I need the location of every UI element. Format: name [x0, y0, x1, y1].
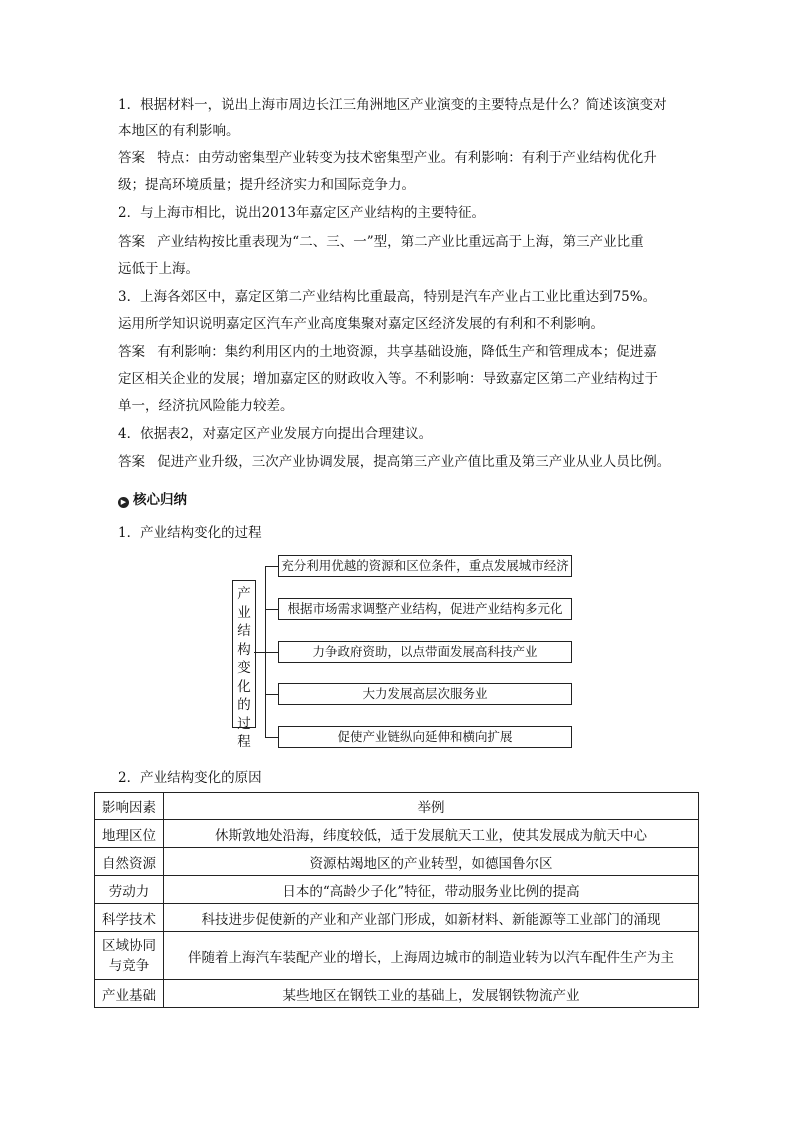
table-row — [95, 876, 699, 904]
question-4-line-1: 4．依据表2，对嘉定区产业发展方向提出合理建议。 — [118, 426, 433, 442]
section-heading — [118, 488, 187, 508]
table-row — [95, 820, 699, 848]
table-cell-example: 休斯敦地处沿海，纬度较低，适于发展航天工业，使其发展成为航天中心 — [164, 820, 699, 848]
diagram-branch — [265, 652, 278, 653]
causes-table — [94, 792, 699, 1008]
answer-label: 答案 — [118, 454, 145, 470]
question-3-line-2: 运用所学知识说明嘉定区汽车产业高度集聚对嘉定区经济发展的有利和不利影响。 — [118, 316, 604, 332]
table-header-row — [95, 793, 699, 820]
question-1-line-1: 1．根据材料一，说出上海市周边长江三角洲地区产业演变的主要特点是什么？简述该演变对 — [118, 97, 667, 113]
diagram-vertical-label — [233, 585, 255, 752]
answer-2-text: 产业结构按比重表现为“二、三、一”型，第二产业比重远高于上海，第三产业比重 — [157, 234, 644, 250]
diagram-branch — [265, 566, 278, 567]
answer-4-line-1 — [118, 449, 688, 475]
answer-label: 答案 — [118, 150, 145, 166]
table-row — [95, 980, 699, 1008]
diagram-vertical-char: 产 — [237, 586, 251, 602]
answer-2-line-2: 远低于上海。 — [118, 261, 199, 277]
diagram-branch — [265, 737, 278, 738]
answer-1-line-2: 级；提高环境质量；提升经济实力和国际竞争力。 — [118, 177, 415, 193]
section-title: 核心归纳 — [133, 492, 187, 508]
diagram-vertical-char: 过 — [237, 715, 251, 732]
diagram-vertical-char: 程 — [237, 734, 251, 750]
diagram-vertical-char: 变 — [237, 660, 251, 676]
answer-3-line-1 — [118, 339, 688, 365]
diagram-vertical-char: 的 — [237, 697, 251, 713]
answer-3-line-2: 定区相关企业的发展；增加嘉定区的财政收入等。不利影响：导致嘉定区第二产业结构过于 — [118, 371, 658, 387]
table-row — [95, 848, 699, 876]
play-marker-icon: ▶ — [118, 497, 129, 508]
table-cell-factor: 产业基础 — [95, 980, 164, 1008]
answer-1-line-1 — [118, 145, 688, 171]
table-row — [95, 904, 699, 932]
table-cell-example: 某些地区在钢铁工业的基础上，发展钢铁物流产业 — [164, 980, 699, 1008]
subsection-1-title: 1．产业结构变化的过程 — [118, 525, 262, 541]
diagram-vertical-char: 结 — [237, 623, 251, 639]
question-1-line-2: 本地区的有利影响。 — [118, 123, 240, 139]
subsection-2-title: 2．产业结构变化的原因 — [118, 770, 262, 786]
table-row — [95, 932, 699, 980]
table-cell-factor — [95, 932, 164, 980]
table-header-example: 举例 — [164, 793, 699, 820]
question-3-line-1: 3．上海各郊区中，嘉定区第二产业结构比重最高，特别是汽车产业占工业比重达到75%。 — [118, 289, 657, 305]
answer-2-line-1 — [118, 229, 688, 255]
table-cell-factor: 地理区位 — [95, 820, 164, 848]
diagram-item-2: 根据市场需求调整产业结构，促进产业结构多元化 — [278, 598, 572, 620]
question-2-line-1: 2．与上海市相比，说出2013年嘉定区产业结构的主要特征。 — [118, 205, 485, 221]
table-cell-example: 科技进步促使新的产业和产业部门形成，如新材料、新能源等工业部门的涌现 — [164, 904, 699, 932]
diagram-branch — [265, 694, 278, 695]
table-cell-factor-line-2: 与竞争 — [108, 957, 150, 974]
table-cell-example: 日本的“高龄少子化”特征，带动服务业比例的提高 — [164, 876, 699, 904]
diagram-vertical-label-box — [232, 580, 256, 750]
diagram-vertical-char: 业 — [237, 604, 251, 621]
diagram-branch — [265, 609, 278, 610]
answer-1-text: 特点：由劳动密集型产业转变为技术密集型产业。有利影响：有利于产业结构优化升 — [157, 150, 657, 166]
table-header-factor: 影响因素 — [95, 793, 164, 820]
table-cell-factor: 自然资源 — [95, 848, 164, 876]
diagram-vertical-char: 化 — [237, 678, 251, 695]
diagram-item-3: 力争政府资助，以点带面发展高科技产业 — [278, 641, 572, 663]
table-cell-example: 资源枯竭地区的产业转型，如德国鲁尔区 — [164, 848, 699, 876]
answer-label: 答案 — [118, 234, 145, 250]
diagram-connector — [254, 652, 265, 653]
table-cell-example: 伴随着上海汽车装配产业的增长，上海周边城市的制造业转为以汽车配件生产为主 — [164, 932, 699, 980]
diagram-item-5: 促使产业链纵向延伸和横向扩展 — [278, 726, 572, 748]
answer-3-text: 有利影响：集约利用区内的土地资源，共享基础设施，降低生产和管理成本；促进嘉 — [157, 344, 657, 360]
diagram-vertical-char: 构 — [237, 641, 251, 658]
table-cell-factor: 科学技术 — [95, 904, 164, 932]
answer-3-line-3: 单一，经济抗风险能力较差。 — [118, 398, 294, 414]
answer-4-text: 促进产业升级，三次产业协调发展，提高第三产业产值比重及第三产业从业人员比例。 — [157, 454, 671, 470]
table-cell-factor-line-1: 区域协同 — [102, 937, 156, 954]
table-cell-factor: 劳动力 — [95, 876, 164, 904]
diagram-item-1: 充分利用优越的资源和区位条件，重点发展城市经济 — [278, 555, 572, 577]
answer-label: 答案 — [118, 344, 145, 360]
diagram-item-4: 大力发展高层次服务业 — [278, 683, 572, 705]
